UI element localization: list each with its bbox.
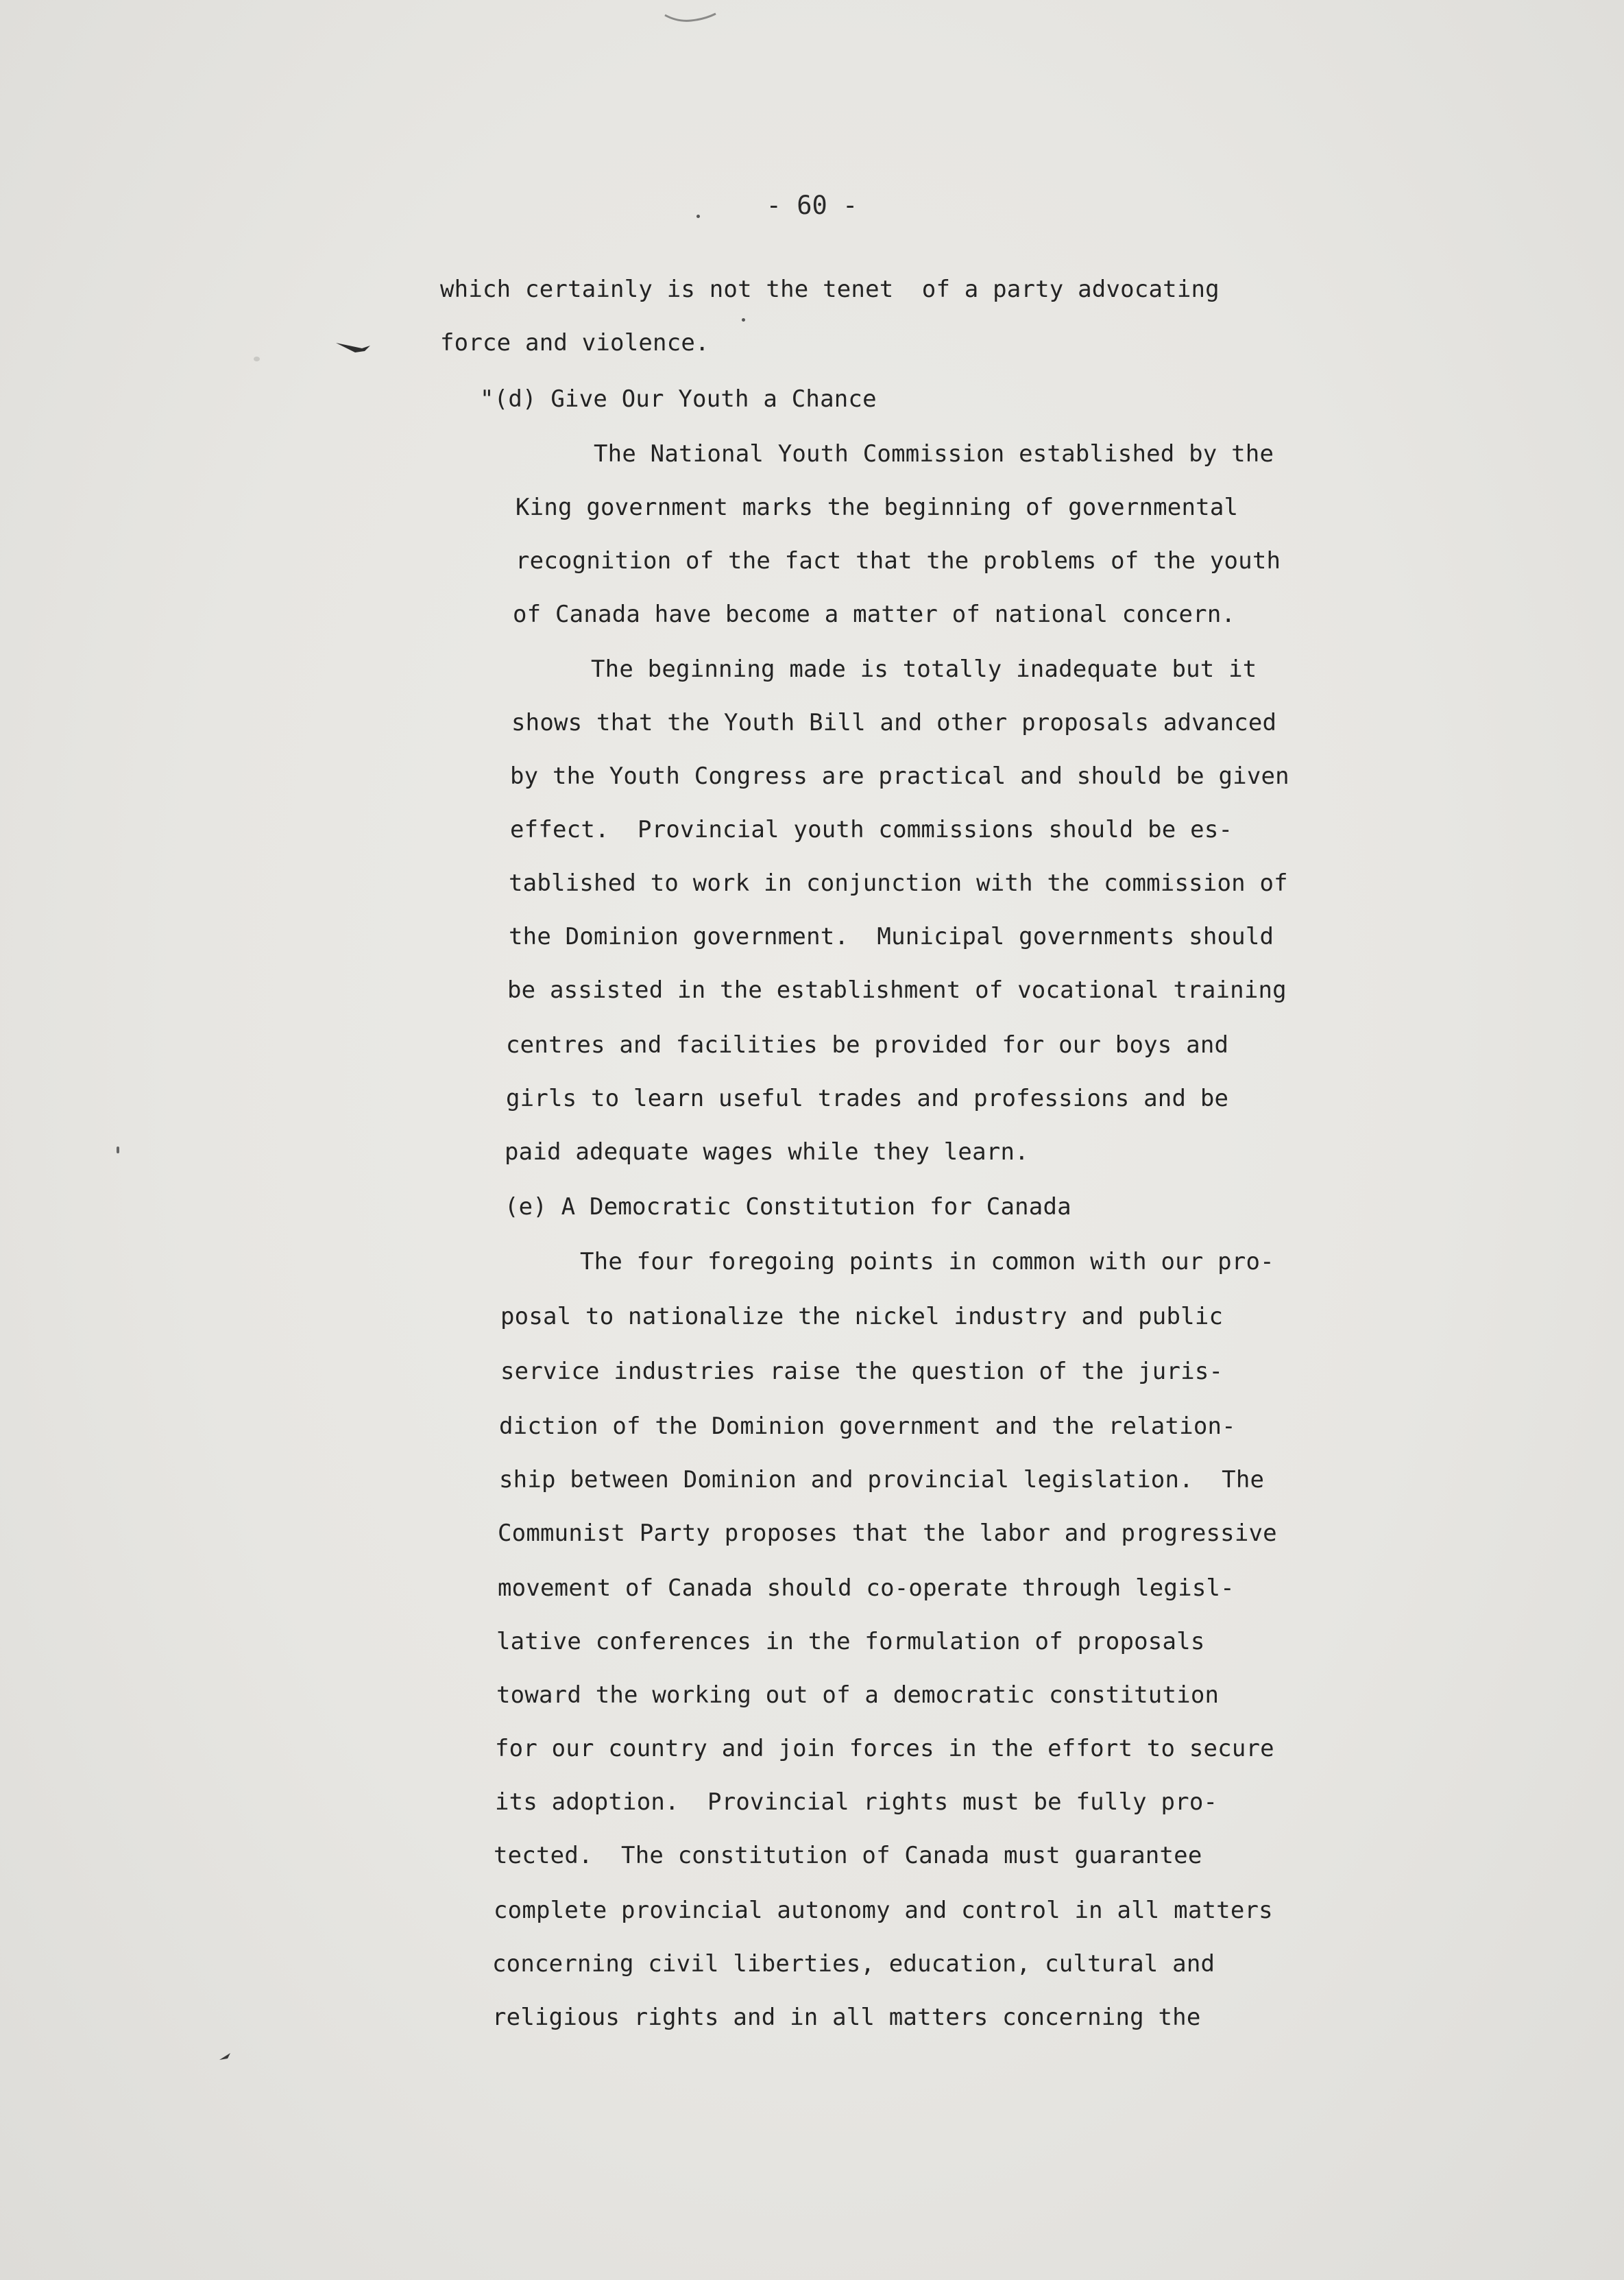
text-line: of Canada have become a matter of national concern. xyxy=(513,601,1236,628)
text-line: shows that the Youth Bill and other proposals advanced xyxy=(511,709,1277,736)
text-line: posal to nationalize the nickel industry and public xyxy=(500,1303,1224,1330)
margin-mark-icon xyxy=(335,339,373,359)
text-line: The beginning made is totally inadequate but it xyxy=(591,656,1257,683)
page-number: - 60 - xyxy=(766,191,858,220)
text-line: recognition of the fact that the problems of the youth xyxy=(516,547,1281,575)
text-line: toward the working out of a democratic constitution xyxy=(496,1681,1220,1709)
text-line: force and violence. xyxy=(440,329,710,357)
text-line: concerning civil liberties, education, cultural and xyxy=(492,1950,1215,1978)
margin-mark-icon xyxy=(218,2052,233,2063)
text-line: The four foregoing points in common with our pro- xyxy=(580,1248,1274,1275)
text-line: diction of the Dominion government and the relation- xyxy=(499,1413,1236,1440)
scan-speck-icon xyxy=(117,1147,119,1153)
text-line: service industries raise the question of the juris- xyxy=(500,1358,1224,1385)
text-line: ship between Dominion and provincial legislation. The xyxy=(499,1466,1265,1493)
scan-speck-icon xyxy=(742,318,745,322)
text-line: effect. Provincial youth commissions should be es- xyxy=(510,816,1233,843)
text-line: which certainly is not the tenet of a party advocating xyxy=(440,276,1220,303)
text-line: its adoption. Provincial rights must be fully pro- xyxy=(495,1788,1218,1816)
text-line: paid adequate wages while they learn. xyxy=(505,1138,1029,1166)
text-line: King government marks the beginning of governmental xyxy=(516,494,1239,521)
text-line: religious rights and in all matters concerning the xyxy=(492,2004,1201,2031)
text-line: Communist Party proposes that the labor and progressive xyxy=(498,1520,1277,1547)
section-heading: (e) A Democratic Constitution for Canada xyxy=(505,1193,1071,1221)
section-heading: "(d) Give Our Youth a Chance xyxy=(480,385,877,413)
text-line: the Dominion government. Municipal governments should xyxy=(509,923,1274,950)
text-line: movement of Canada should co-operate through legisl- xyxy=(498,1574,1235,1602)
scan-speck-icon xyxy=(696,215,700,218)
text-line: by the Youth Congress are practical and should be given xyxy=(510,763,1289,790)
text-line: The National Youth Commission established by the xyxy=(594,440,1274,468)
text-line: for our country and join forces in the effort to secure xyxy=(495,1735,1274,1762)
text-line: girls to learn useful trades and professions and be xyxy=(506,1085,1229,1112)
scan-speck-icon xyxy=(664,10,718,26)
text-line: be assisted in the establishment of vocational training xyxy=(507,976,1287,1004)
text-line: lative conferences in the formulation of proposals xyxy=(496,1628,1205,1655)
text-line: complete provincial autonomy and control in all matters xyxy=(494,1897,1273,1924)
text-line: centres and facilities be provided for our boys and xyxy=(506,1031,1229,1059)
scan-speck-icon xyxy=(254,357,260,361)
text-line: tablished to work in conjunction with the commission of xyxy=(509,869,1288,897)
text-line: tected. The constitution of Canada must guarantee xyxy=(494,1842,1202,1869)
